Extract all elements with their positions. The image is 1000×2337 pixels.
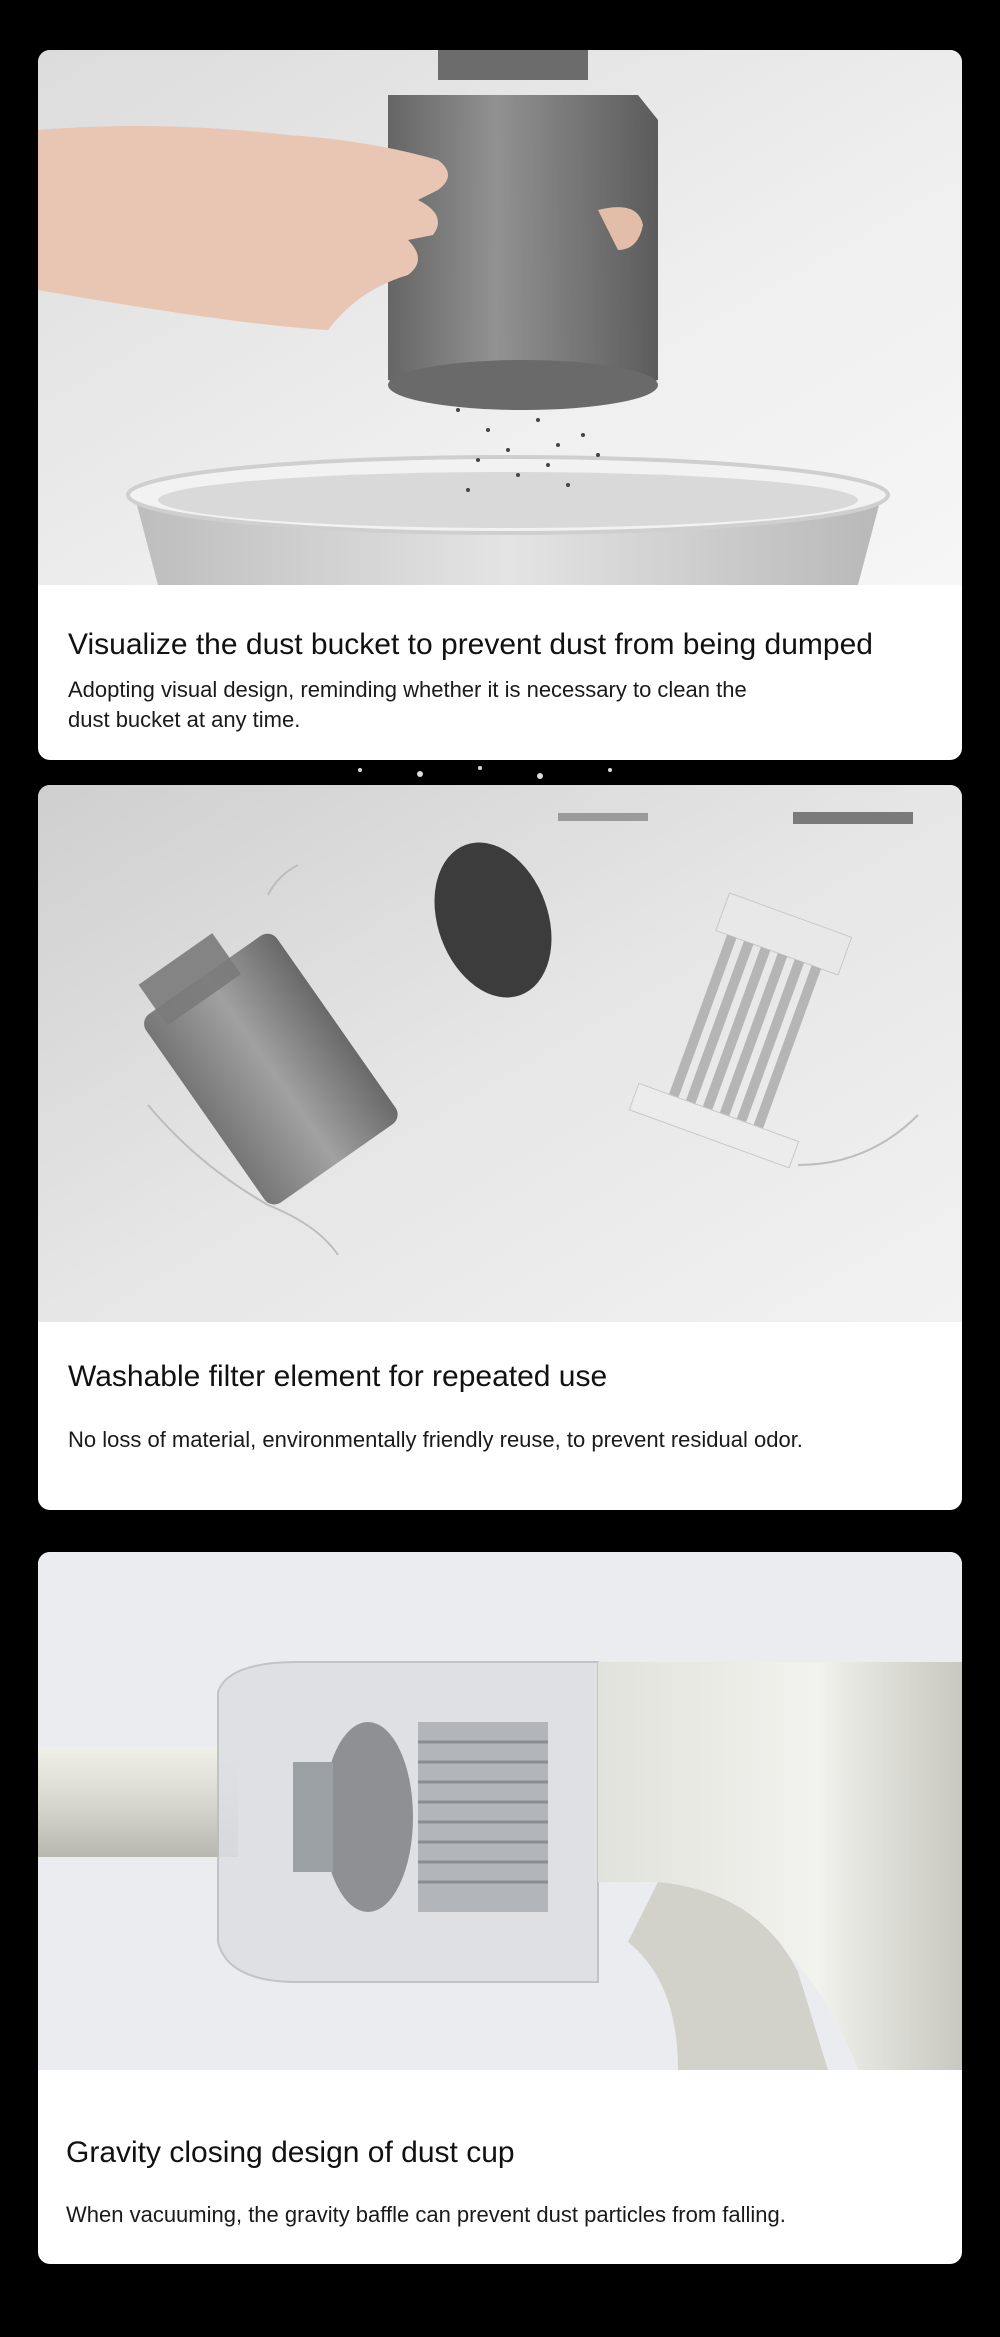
section-description: No loss of material, environmentally friendly reuse, to prevent residual odor. [68,1427,803,1452]
section-description: When vacuuming, the gravity baffle can prevent dust particles from falling. [66,2202,786,2227]
feature-card-gravity-closing [38,1552,962,2264]
section-title: Gravity closing design of dust cup [66,2136,515,2169]
section-title: Washable filter element for repeated use [68,1360,608,1393]
vacuum-cutaway-image [38,1552,962,2070]
feature-card-washable-filter [38,785,962,1510]
feature-card-dust-bucket [38,50,962,760]
section-title: Visualize the dust bucket to prevent dust from being dumped [68,628,873,661]
dust-bucket-image [38,50,962,585]
filter-splash-image [38,785,962,1322]
section-description: Adopting visual design, reminding whether it is necessary to clean the dust bucket at any time. [68,677,747,732]
water-splash-decoration [340,760,660,785]
